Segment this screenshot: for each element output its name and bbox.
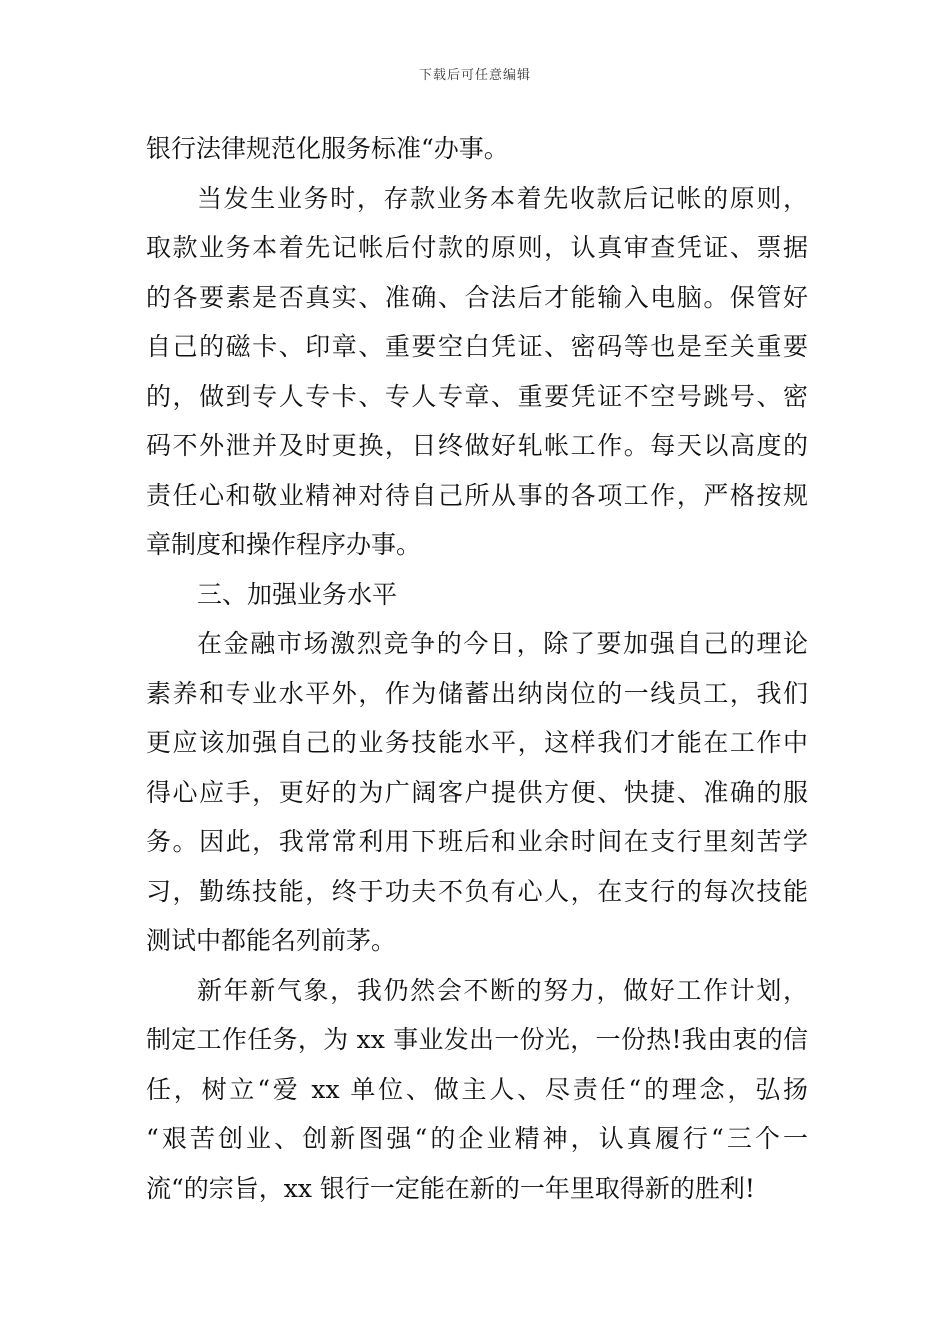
text-line: 取款业务本着先记帐后付款的原则，认真审查凭证、票据 xyxy=(146,233,808,262)
text-line: 新年新气象，我仍然会不断的努力，做好工作计划， xyxy=(197,975,808,1005)
document-body xyxy=(146,124,808,1213)
text-line: 流“的宗旨，xx 银行一定能在新的一年里取得新的胜利! xyxy=(146,1173,755,1203)
text-line: 的各要素是否真实、准确、合法后才能输入电脑。保管好 xyxy=(146,282,808,312)
text-line: 务。因此，我常常利用下班后和业余时间在支行里刻苦学 xyxy=(146,827,808,856)
text-line: “艰苦创业、创新图强“的企业精神，认真履行“三个一 xyxy=(146,1124,808,1153)
text-line: 得心应手，更好的为广阔客户提供方便、快捷、准确的服 xyxy=(146,777,808,807)
text-line: 制定工作任务，为 xx 事业发出一份光，一份热!我由衷的信 xyxy=(146,1025,808,1054)
text-line: 自己的磁卡、印章、重要空白凭证、密码等也是至关重要 xyxy=(146,332,808,361)
text-line: 在金融市场激烈竞争的今日，除了要加强自己的理论 xyxy=(197,629,808,658)
text-line: 习，勤练技能，终于功夫不负有心人，在支行的每次技能 xyxy=(146,876,808,906)
text-line: 素养和专业水平外，作为储蓄出纳岗位的一线员工，我们 xyxy=(146,678,808,708)
text-line: 银行法律规范化服务标准“办事。 xyxy=(146,134,509,163)
text-line: 的，做到专人专卡、专人专章、重要凭证不空号跳号、密 xyxy=(146,381,808,411)
text-line: 当发生业务时，存款业务本着先收款后记帐的原则， xyxy=(197,183,808,213)
text-line: 章制度和操作程序办事。 xyxy=(146,530,422,559)
text-line: 任，树立“爱 xx 单位、做主人、尽责任“的理念，弘扬 xyxy=(146,1074,808,1104)
text-line: 责任心和敬业精神对待自己所从事的各项工作，严格按规 xyxy=(146,480,808,510)
text-line: 测试中都能名列前茅。 xyxy=(146,926,397,955)
header-note: 下载后可任意编辑 xyxy=(418,68,531,83)
section-heading: 三、加强业务水平 xyxy=(197,579,398,609)
text-line: 更应该加强自己的业务技能水平，这样我们才能在工作中 xyxy=(146,728,808,757)
text-line: 码不外泄并及时更换，日终做好轧帐工作。每天以高度的 xyxy=(146,431,808,460)
